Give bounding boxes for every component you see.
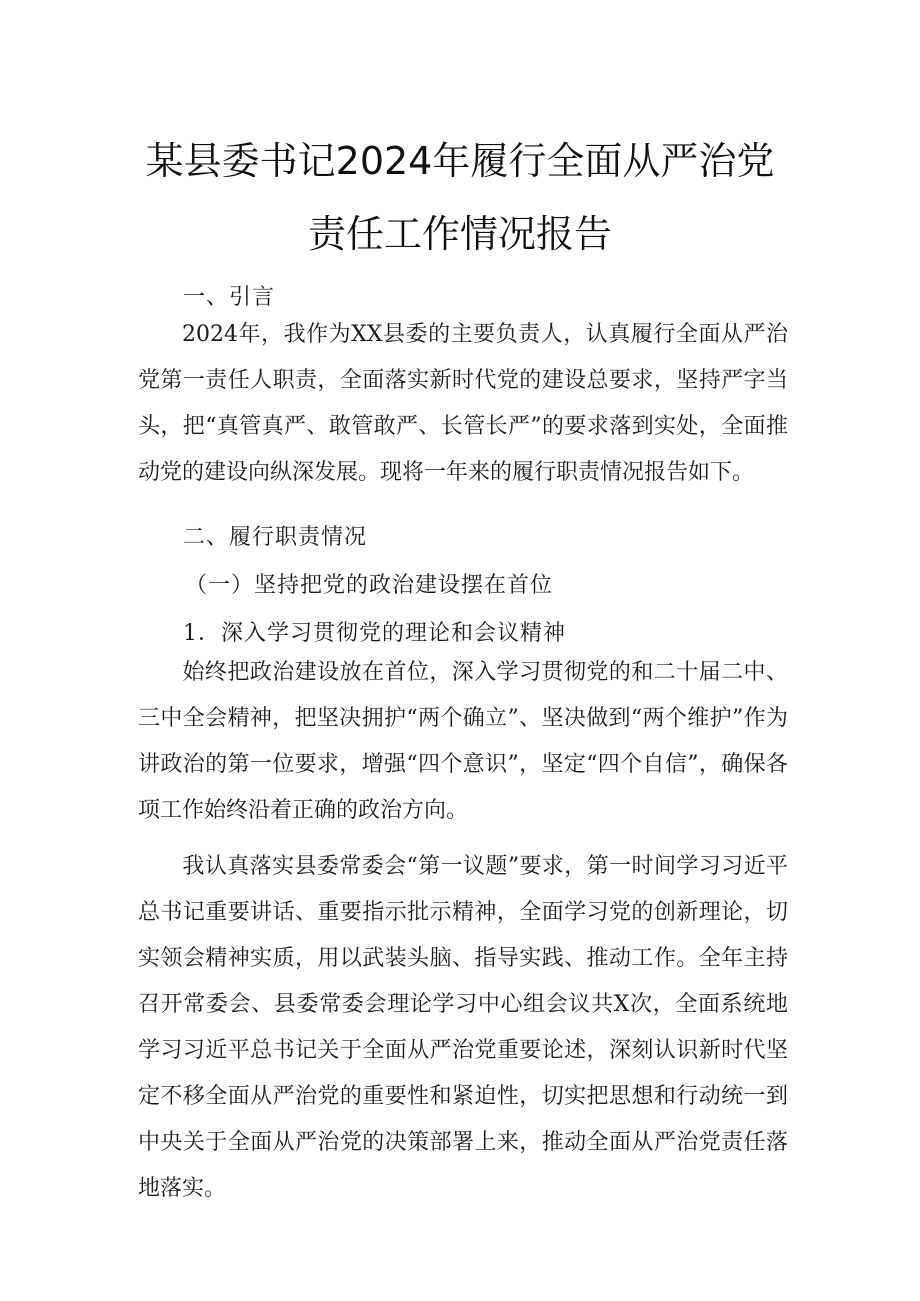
section-1-paragraph-text: 2024年，我作为XX县委的主要负责人，认真履行全面从严治党第一责任人职责，全面落实新时代党的建设总要求，坚持严字当头，把“真管真严、敢管敢严、长管长严”的要求落到实处，全面推动党的建设向纵深发展。现将一年来的履行职责情况报告如下。 xyxy=(138,322,788,485)
item-1-paragraph-2-text: 我认真落实县委常委会“第一议题”要求，第一时间学习习近平总书记重要讲话、重要指示批示精神，全面学习党的创新理论，切实领会精神实质，用以武装头脑、指导实践、推动工作。全年主持召开常委会、县委常委会理论学习中心组会议共X次，全面系统地学习习近平总书记关于全面从严治党重要论述，深刻认识新时代坚定不移全面从严治党的重要性和紧迫性，切实把思想和行动统一到中央关于全面从严治党的决策部署上来，推动全面从严治党责任落地落实。 xyxy=(138,854,788,1201)
section-1-heading: 一、引言 xyxy=(183,285,276,310)
item-1-paragraph-1-text: 始终把政治建设放在首位，深入学习贯彻党的和二十届二中、三中全会精神，把坚决拥护“两个确立”、坚决做到“两个维护”作为讲政治的第一位要求，增强“四个意识”，坚定“四个自信”，确保各项工作始终沿着正确的政治方向。 xyxy=(138,660,788,823)
document-title-line-2: 责任工作情况报告 xyxy=(307,212,612,256)
item-1-paragraph-2 xyxy=(138,844,788,1212)
subsection-1-heading: （一）坚持把党的政治建设摆在首位 xyxy=(185,573,554,598)
document-title-line-1: 某县委书记2024年履行全面从严治党 xyxy=(145,139,775,183)
item-1-paragraph-1 xyxy=(138,650,788,834)
section-2-heading: 二、履行职责情况 xyxy=(183,525,368,550)
item-1-heading: 1．深入学习贯彻党的理论和会议精神 xyxy=(183,621,566,646)
section-1-paragraph xyxy=(138,312,788,496)
